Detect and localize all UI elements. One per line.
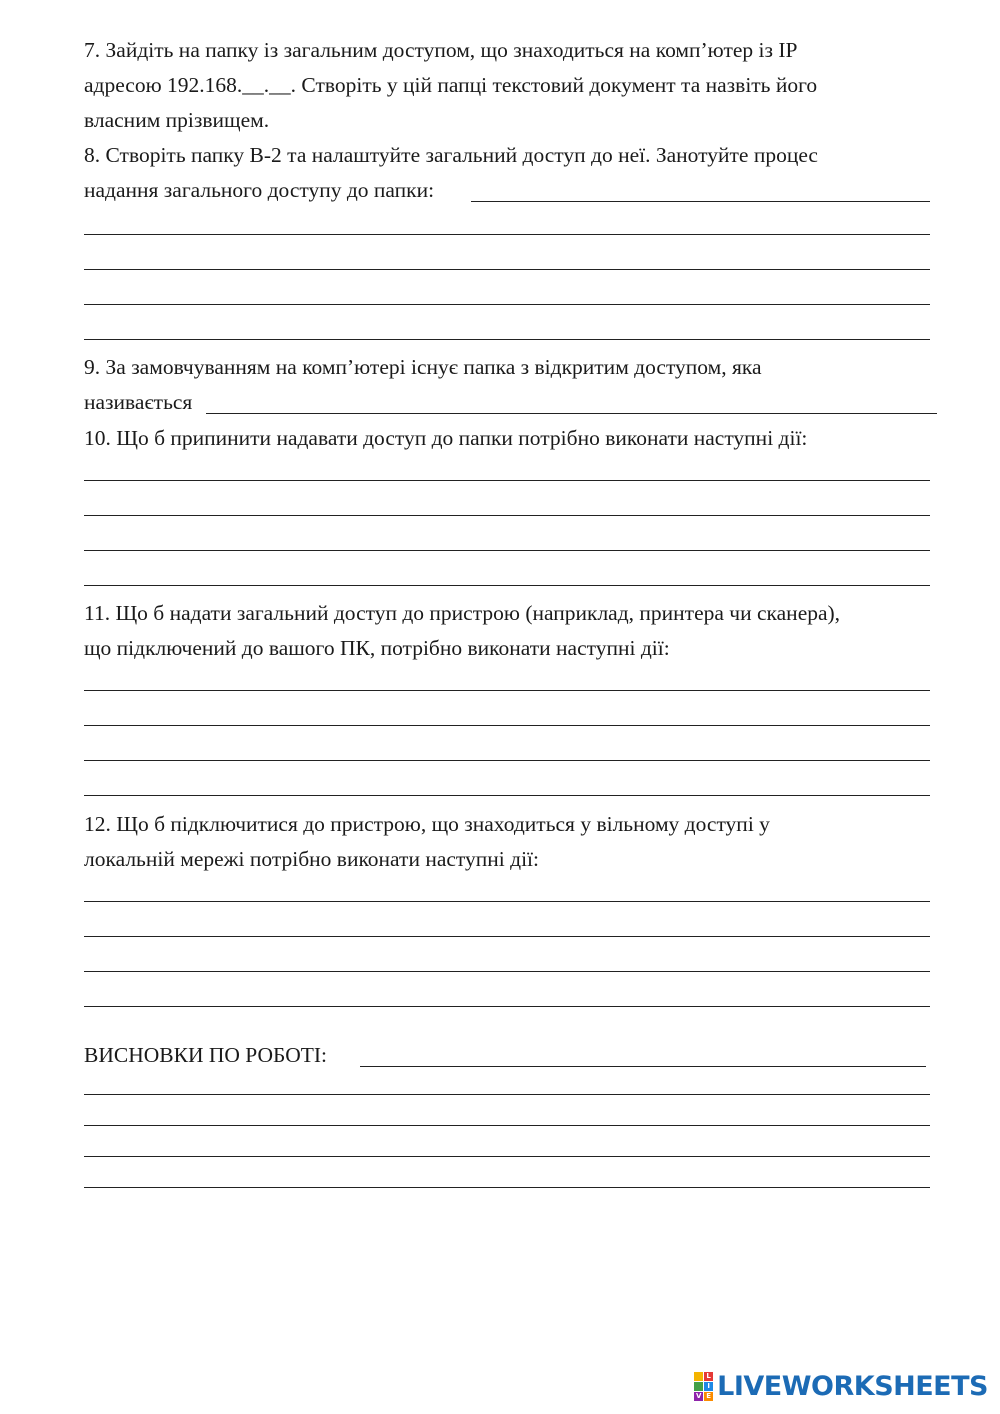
q9-line-1: 9. За замовчуванням на комп’ютері існує папка з відкритим доступом, яка — [84, 355, 762, 379]
q12-answer-line-3[interactable] — [84, 971, 930, 972]
q12-answer-line-2[interactable] — [84, 936, 930, 937]
q10-answer-line-3[interactable] — [84, 550, 930, 551]
q11-line-1: 11. Що б надати загальний доступ до пристрою (наприклад, принтера чи сканера), — [84, 601, 841, 625]
q8-answer-line-2[interactable] — [84, 269, 930, 270]
liveworksheets-brand — [694, 1371, 988, 1402]
q8-line-1: 8. Створіть папку В-2 та налаштуйте загальний доступ до неї. Занотуйте процес — [84, 143, 818, 167]
q12-line-1: 12. Що б підключитися до пристрою, що знаходиться у вільному доступі у — [84, 812, 770, 836]
q10-answer-line-2[interactable] — [84, 515, 930, 516]
q8-line-2: надання загального доступу до папки: — [84, 178, 435, 202]
q10-answer-line-1[interactable] — [84, 480, 930, 481]
conclusions-line-2[interactable] — [84, 1125, 930, 1126]
liveworksheets-logo-icon: L I V E — [694, 1372, 713, 1401]
q11-answer-line-2[interactable] — [84, 725, 930, 726]
q10-answer-line-4[interactable] — [84, 585, 930, 586]
q9-line-2: називається — [84, 390, 193, 414]
q8-answer-line-4[interactable] — [84, 339, 930, 340]
conclusions-inline-line[interactable] — [360, 1066, 926, 1067]
q7-line-2: адресою 192.168.__.__. Створіть у цій папці текстовий документ та назвіть його — [84, 73, 818, 97]
q10-line-1: 10. Що б припинити надавати доступ до папки потрібно виконати наступні дії: — [84, 426, 808, 450]
brand-name: LIVEWORKSHEETS — [717, 1371, 988, 1402]
conclusions-line-1[interactable] — [84, 1094, 930, 1095]
q7-line-1: 7. Зайдіть на папку із загальним доступом, що знаходиться на комп’ютер із IP — [84, 38, 798, 62]
conclusions-line-3[interactable] — [84, 1156, 930, 1157]
q12-line-2: локальній мережі потрібно виконати наступні дії: — [84, 847, 539, 871]
conclusions-line-4[interactable] — [84, 1187, 930, 1188]
q12-answer-line-1[interactable] — [84, 901, 930, 902]
q11-line-2: що підключений до вашого ПК, потрібно виконати наступні дії: — [84, 636, 670, 660]
q11-answer-line-1[interactable] — [84, 690, 930, 691]
q11-answer-line-4[interactable] — [84, 795, 930, 796]
conclusions-label: ВИСНОВКИ ПО РОБОТІ: — [84, 1043, 328, 1067]
q9-answer-line[interactable] — [206, 413, 937, 414]
q8-inline-answer-line[interactable] — [471, 201, 930, 202]
q7-line-3: власним прізвищем. — [84, 108, 270, 132]
q8-answer-line-1[interactable] — [84, 234, 930, 235]
q12-answer-line-4[interactable] — [84, 1006, 930, 1007]
q8-answer-line-3[interactable] — [84, 304, 930, 305]
q11-answer-line-3[interactable] — [84, 760, 930, 761]
